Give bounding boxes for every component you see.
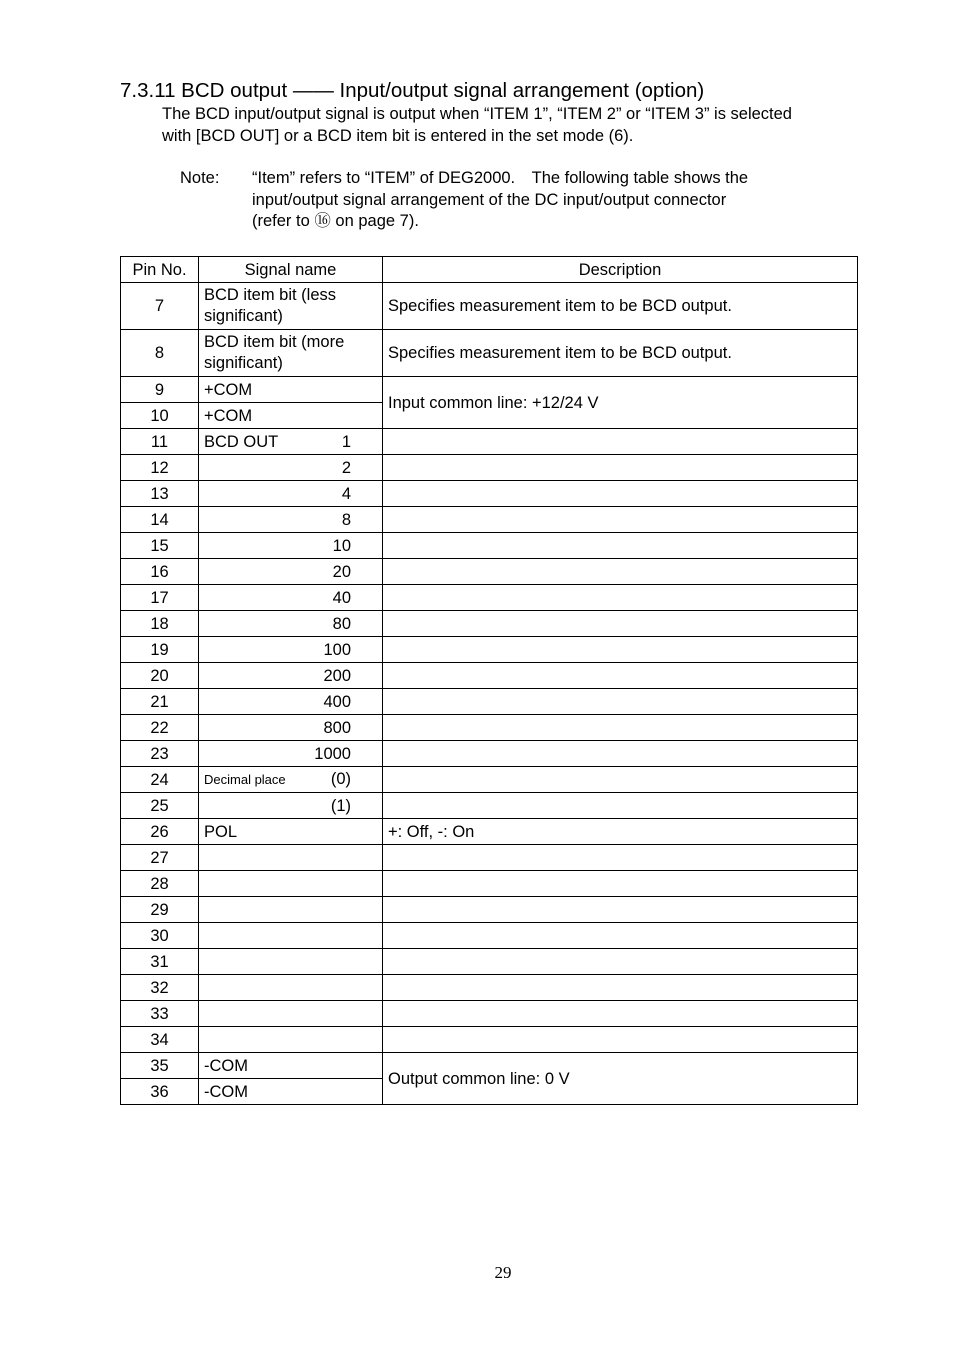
description-cell (383, 689, 858, 715)
note-line-3: (refer to ⑯ on page 7). (252, 212, 419, 230)
description-cell (383, 637, 858, 663)
description-cell (383, 1001, 858, 1027)
pin-number-cell: 22 (121, 715, 199, 741)
table-row (121, 377, 858, 403)
pin-number-cell: 24 (121, 767, 199, 793)
table-row (121, 871, 858, 897)
signal-name-text: BCD item bit (less significant) (204, 286, 337, 325)
signal-name-text: -COM (204, 1082, 248, 1101)
signal-name-cell (199, 533, 383, 559)
pin-number-cell: 33 (121, 1001, 199, 1027)
table-row (121, 923, 858, 949)
table-row (121, 845, 858, 871)
signal-name-cell (199, 403, 383, 429)
pin-number-cell: 34 (121, 1027, 199, 1053)
bcd-weight-value: (0) (330, 770, 351, 788)
pin-number-cell: 9 (121, 377, 199, 403)
page-number: 29 (494, 1263, 512, 1282)
pin-number-cell: 20 (121, 663, 199, 689)
description-cell: Specifies measurement item to be BCD output. (383, 330, 858, 377)
table-row (121, 611, 858, 637)
pin-number-cell: 30 (121, 923, 199, 949)
bcd-weight-value: 1 (341, 432, 351, 451)
signal-name-cell (199, 1001, 383, 1027)
signal-name-cell (199, 819, 383, 845)
description-cell (383, 481, 858, 507)
pin-number-cell: 7 (121, 283, 199, 330)
table-row (121, 533, 858, 559)
signal-name-cell (199, 455, 383, 481)
description-cell (383, 1027, 858, 1053)
intro-line-1: The BCD input/output signal is output when “ITEM 1”, “ITEM 2” or “ITEM 3” is selected (162, 105, 792, 123)
table-row (121, 793, 858, 819)
table-row (121, 585, 858, 611)
bcd-weight-value: 800 (323, 718, 351, 737)
pin-number-cell: 11 (121, 429, 199, 455)
table-row (121, 283, 858, 330)
description-cell (383, 923, 858, 949)
signal-name-cell (199, 585, 383, 611)
table-row (121, 1001, 858, 1027)
bcd-weight-value: 10 (332, 536, 351, 555)
note-line-1: “Item” refers to “ITEM” of DEG2000. The following table shows the (252, 169, 749, 187)
description-cell: +: Off, -: On (383, 819, 858, 845)
signal-name-cell (199, 637, 383, 663)
signal-name-cell (199, 949, 383, 975)
note-line-2: input/output signal arrangement of the DC input/output connector (252, 190, 727, 209)
signal-name-text: +COM (204, 380, 253, 399)
intro-line-2: with [BCD OUT] or a BCD item bit is entered in the set mode (6). (162, 126, 634, 145)
signal-name-text: POL (204, 822, 238, 841)
pin-number-cell: 27 (121, 845, 199, 871)
signal-name-cell (199, 1053, 383, 1079)
bcd-weight-value: 200 (323, 666, 351, 685)
description-cell (383, 429, 858, 455)
signal-name-cell (199, 559, 383, 585)
bcd-weight-value: 40 (332, 588, 351, 607)
pin-number-cell: 35 (121, 1053, 199, 1079)
table-row (121, 507, 858, 533)
signal-name-cell (199, 481, 383, 507)
signal-name-cell (199, 663, 383, 689)
description-cell (383, 949, 858, 975)
description-cell (383, 663, 858, 689)
table-row (121, 637, 858, 663)
description-cell (383, 975, 858, 1001)
description-cell (383, 715, 858, 741)
bcd-weight-value: 100 (323, 640, 351, 659)
intro-paragraph (162, 104, 882, 147)
signal-name-cell (199, 975, 383, 1001)
pin-number-cell: 36 (121, 1079, 199, 1105)
signal-name-cell (199, 741, 383, 767)
description-cell: Output common line: 0 V (383, 1053, 858, 1105)
signal-name-text: BCD item bit (more significant) (204, 333, 345, 372)
bcd-weight-value: 80 (332, 614, 351, 633)
pin-number-cell: 17 (121, 585, 199, 611)
description-cell (383, 533, 858, 559)
signal-name-cell (199, 715, 383, 741)
description-cell (383, 871, 858, 897)
signal-name-text: BCD OUT (204, 432, 279, 451)
description-cell (383, 559, 858, 585)
description-cell (383, 507, 858, 533)
table-body (121, 283, 858, 1105)
header-signal-name: Signal name (199, 257, 383, 283)
table-row (121, 1027, 858, 1053)
table-row (121, 767, 858, 793)
signal-name-cell (199, 923, 383, 949)
signal-name-text: +COM (204, 406, 253, 425)
signal-name-cell (199, 330, 383, 377)
pin-number-cell: 21 (121, 689, 199, 715)
table-row (121, 455, 858, 481)
header-pin-no: Pin No. (121, 257, 199, 283)
pin-number-cell: 26 (121, 819, 199, 845)
signal-name-cell (199, 845, 383, 871)
pin-number-cell: 10 (121, 403, 199, 429)
table-row (121, 975, 858, 1001)
pin-number-cell: 15 (121, 533, 199, 559)
signal-name-cell (199, 689, 383, 715)
pin-assignment-table (120, 256, 858, 1105)
signal-name-cell (199, 793, 383, 819)
description-cell (383, 741, 858, 767)
signal-name-cell (199, 283, 383, 330)
table-row (121, 330, 858, 377)
description-cell: Specifies measurement item to be BCD output. (383, 283, 858, 330)
pin-number-cell: 18 (121, 611, 199, 637)
bcd-weight-value: 1000 (314, 744, 351, 763)
pin-number-cell: 31 (121, 949, 199, 975)
description-cell (383, 845, 858, 871)
table-row (121, 897, 858, 923)
description-cell (383, 793, 858, 819)
table-row (121, 819, 858, 845)
pin-number-cell: 32 (121, 975, 199, 1001)
pin-number-cell: 12 (121, 455, 199, 481)
signal-name-cell (199, 1027, 383, 1053)
signal-name-cell (199, 897, 383, 923)
table-row (121, 1053, 858, 1079)
bcd-weight-value: 400 (323, 692, 351, 711)
pin-number-cell: 16 (121, 559, 199, 585)
signal-name-cell (199, 1079, 383, 1105)
bcd-weight-value: 8 (341, 510, 351, 529)
pin-number-cell: 23 (121, 741, 199, 767)
signal-name-cell (199, 871, 383, 897)
table-row (121, 949, 858, 975)
header-description: Description (383, 257, 858, 283)
table-header-row (121, 257, 858, 283)
table-row (121, 689, 858, 715)
bcd-weight-value: 2 (341, 458, 351, 477)
table-row (121, 741, 858, 767)
table-row (121, 559, 858, 585)
signal-name-cell (199, 429, 383, 455)
pin-number-cell: 14 (121, 507, 199, 533)
description-cell (383, 767, 858, 793)
pin-number-cell: 28 (121, 871, 199, 897)
signal-name-cell (199, 377, 383, 403)
section-heading: 7.3.11 BCD output —— Input/output signal arrangement (option) (120, 79, 705, 102)
pin-number-cell: 8 (121, 330, 199, 377)
signal-name-cell (199, 507, 383, 533)
table-row (121, 715, 858, 741)
description-cell (383, 455, 858, 481)
signal-name-text: Decimal place (204, 772, 286, 787)
pin-number-cell: 13 (121, 481, 199, 507)
bcd-weight-value: 4 (341, 484, 351, 503)
table-row (121, 663, 858, 689)
signal-name-cell (199, 767, 383, 793)
signal-name-cell (199, 611, 383, 637)
table-row (121, 429, 858, 455)
signal-name-text: -COM (204, 1056, 248, 1075)
pin-number-cell: 29 (121, 897, 199, 923)
description-cell (383, 611, 858, 637)
description-cell (383, 897, 858, 923)
pin-number-cell: 25 (121, 793, 199, 819)
description-cell (383, 585, 858, 611)
pin-number-cell: 19 (121, 637, 199, 663)
note-body (252, 168, 852, 233)
bcd-weight-value: 20 (332, 562, 351, 581)
bcd-weight-value: (1) (330, 796, 351, 815)
description-cell: Input common line: +12/24 V (383, 377, 858, 429)
note-label: Note: (180, 169, 220, 187)
table-row (121, 481, 858, 507)
